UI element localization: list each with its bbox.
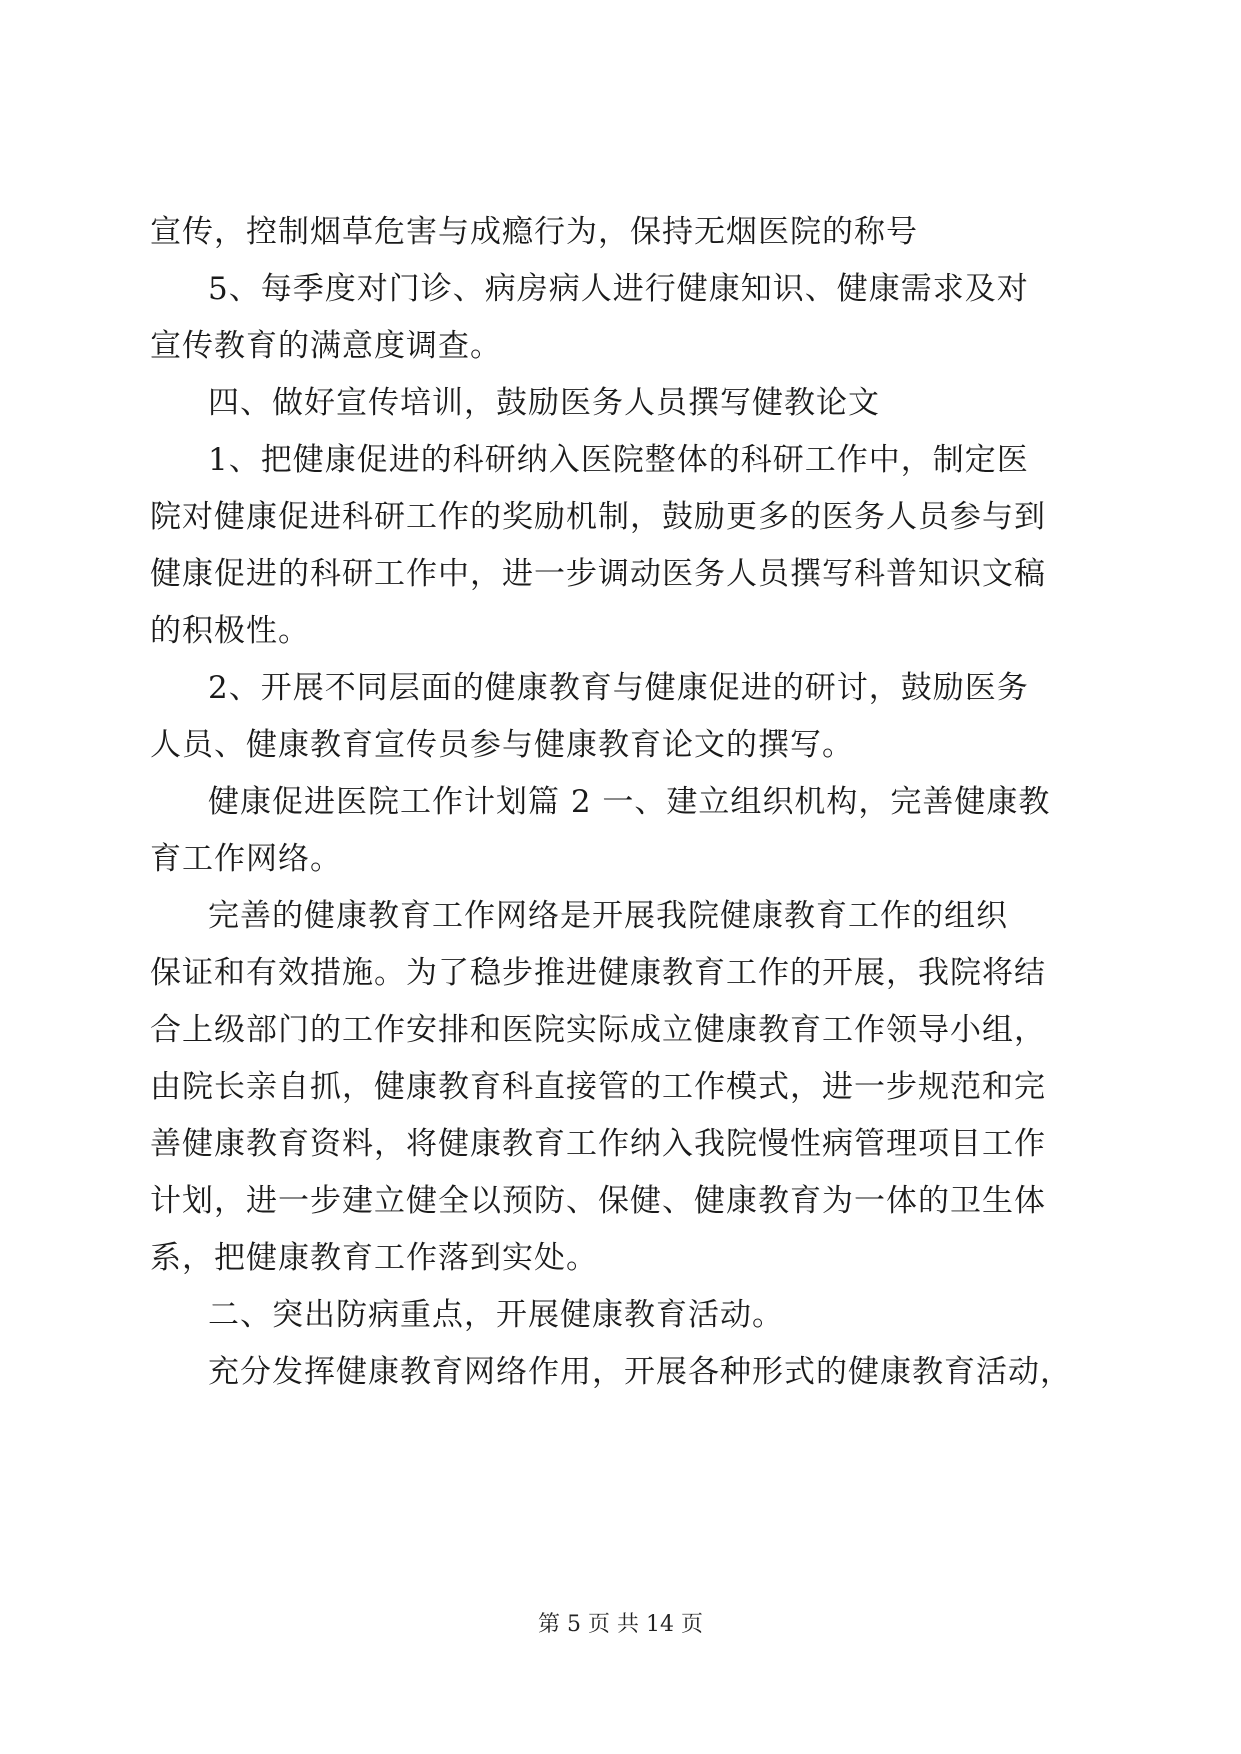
text-line: 院对健康促进科研工作的奖励机制，鼓励更多的医务人员参与到 [150,499,1046,535]
text-line: 宣传教育的满意度调查。 [150,328,502,364]
text-line: 充分发挥健康教育网络作用，开展各种形式的健康教育活动， [208,1354,1072,1390]
text-line: 1、把健康促进的科研纳入医院整体的科研工作中，制定医 [208,442,1029,478]
section-heading: 二、突出防病重点，开展健康教育活动。 [208,1297,784,1333]
text-line: 系，把健康教育工作落到实处。 [150,1240,598,1276]
text-line: 育工作网络。 [150,841,342,877]
text-line: 健康促进的科研工作中，进一步调动医务人员撰写科普知识文稿 [150,556,1046,592]
page-number-footer: 第 5 页 共 14 页 [538,1612,703,1637]
text-line: 保证和有效措施。为了稳步推进健康教育工作的开展，我院将结 [150,955,1046,991]
text-line: 宣传，控制烟草危害与成瘾行为，保持无烟医院的称号 [150,214,918,250]
text-line: 的积极性。 [150,613,310,649]
text-line: 2、开展不同层面的健康教育与健康促进的研讨，鼓励医务 [208,670,1029,706]
text-line: 由院长亲自抓，健康教育科直接管的工作模式，进一步规范和完 [150,1069,1046,1105]
text-line: 合上级部门的工作安排和医院实际成立健康教育工作领导小组， [150,1012,1046,1048]
text-line: 健康促进医院工作计划篇 2 一、建立组织机构，完善健康教 [208,784,1051,820]
text-line: 计划，进一步建立健全以预防、保健、健康教育为一体的卫生体 [150,1183,1046,1219]
section-heading: 四、做好宣传培训，鼓励医务人员撰写健教论文 [208,385,880,421]
text-line: 善健康教育资料，将健康教育工作纳入我院慢性病管理项目工作 [150,1126,1046,1162]
text-line: 人员、健康教育宣传员参与健康教育论文的撰写。 [150,727,854,763]
text-line: 完善的健康教育工作网络是开展我院健康教育工作的组织 [208,898,1008,934]
text-line: 5、每季度对门诊、病房病人进行健康知识、健康需求及对 [208,271,1029,307]
